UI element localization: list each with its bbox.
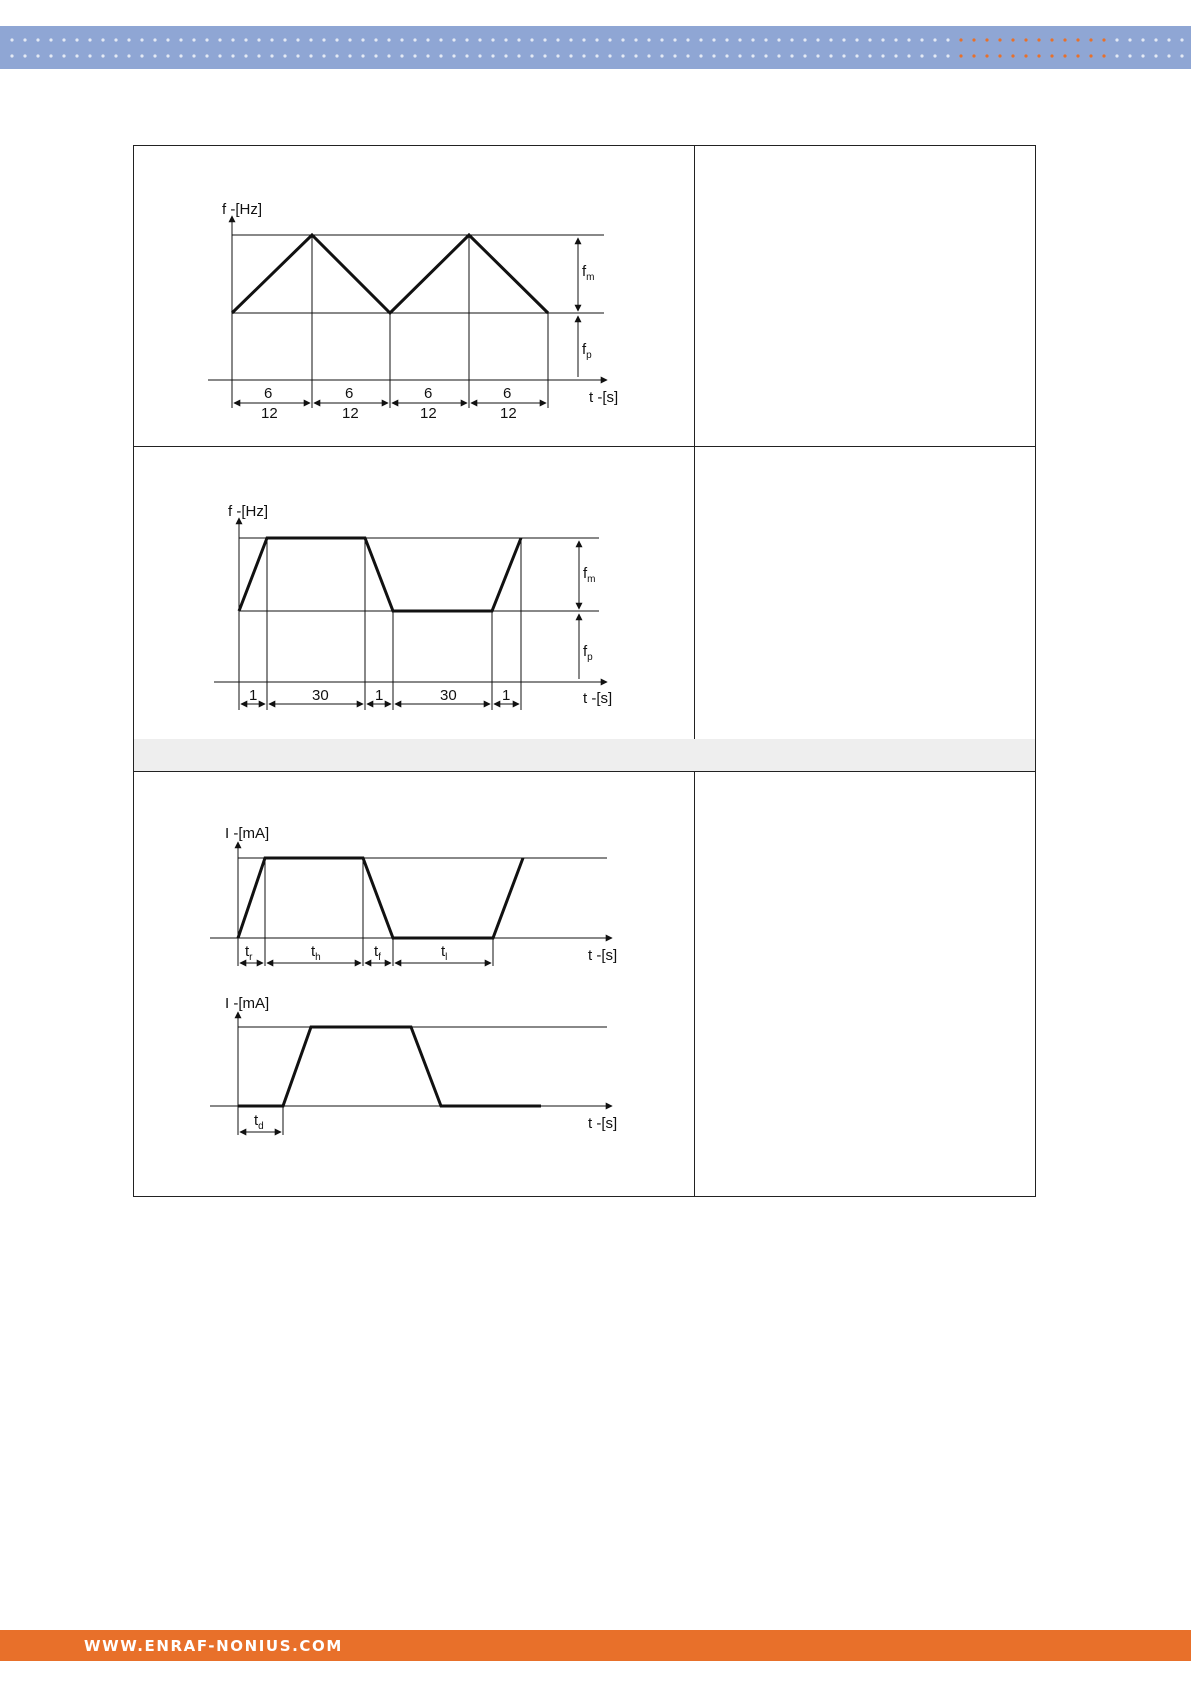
- footer-website-link[interactable]: WWW.ENRAF-NONIUS.COM: [84, 1637, 343, 1655]
- y-axis-label: I -[mA]: [225, 995, 270, 1012]
- header-dot: [1154, 54, 1157, 57]
- header-dot: [751, 54, 754, 57]
- header-dot: [868, 38, 871, 41]
- header-dot: [556, 38, 559, 41]
- hold-time-label: $t_h$: [311, 943, 321, 963]
- header-dot: [803, 38, 806, 41]
- header-dot: [894, 54, 897, 57]
- header-dot: [894, 38, 897, 41]
- table-row-trapezoid-sweep: [134, 446, 1035, 740]
- header-dot: [296, 38, 299, 41]
- header-dot: [75, 54, 78, 57]
- header-dot: [647, 38, 650, 41]
- waveform-table: [133, 145, 1036, 1197]
- x-axis-label: t -[s]: [588, 1115, 618, 1132]
- header-dot: [244, 38, 247, 41]
- header-dot: [244, 54, 247, 57]
- cell-description-trapezoid: [695, 446, 1035, 739]
- header-dot: [101, 54, 104, 57]
- header-dot: [1141, 38, 1144, 41]
- header-dot: [517, 54, 520, 57]
- header-dot: [842, 38, 845, 41]
- header-dot: [699, 38, 702, 41]
- header-dot: [140, 54, 143, 57]
- header-dot: [673, 38, 676, 41]
- header-dot: [595, 54, 598, 57]
- header-dot: [972, 38, 975, 41]
- fall-time-label: $t_f$: [374, 943, 381, 963]
- header-dot: [751, 38, 754, 41]
- interval-value-top: 6: [424, 385, 433, 402]
- header-band: [0, 26, 1191, 69]
- delay-time-label: $t_d$: [254, 1112, 264, 1132]
- header-dot: [257, 38, 260, 41]
- header-dot: [491, 54, 494, 57]
- header-dot: [972, 54, 975, 57]
- header-dot: [790, 38, 793, 41]
- interval-value-bottom: 12: [500, 405, 517, 422]
- header-dot: [842, 54, 845, 57]
- header-dot: [1076, 54, 1079, 57]
- header-dot: [62, 54, 65, 57]
- header-dot: [1102, 54, 1105, 57]
- header-dot: [153, 54, 156, 57]
- header-dot: [426, 38, 429, 41]
- header-dot: [426, 54, 429, 57]
- header-dot: [101, 38, 104, 41]
- header-dot: [582, 54, 585, 57]
- header-dot: [387, 38, 390, 41]
- header-dot: [205, 54, 208, 57]
- header-dot: [738, 38, 741, 41]
- header-dot: [36, 54, 39, 57]
- header-dot: [1180, 38, 1183, 41]
- header-dot: [855, 54, 858, 57]
- header-dot: [933, 38, 936, 41]
- header-dot: [946, 38, 949, 41]
- y-axis-label: f -[Hz]: [228, 503, 268, 520]
- header-dot: [777, 54, 780, 57]
- header-dot: [543, 38, 546, 41]
- header-dot: [218, 38, 221, 41]
- header-dot: [49, 54, 52, 57]
- header-dot: [530, 54, 533, 57]
- header-dot: [946, 54, 949, 57]
- interval-value: 1: [375, 687, 384, 704]
- header-dot: [933, 54, 936, 57]
- diagram-triangle-sweep: [134, 146, 694, 446]
- interval-value: 1: [249, 687, 258, 704]
- header-dot: [1037, 54, 1040, 57]
- header-dot: [452, 38, 455, 41]
- header-dot: [1050, 54, 1053, 57]
- header-dot: [179, 54, 182, 57]
- header-dot: [218, 54, 221, 57]
- header-dot: [608, 38, 611, 41]
- header-dot: [1063, 54, 1066, 57]
- header-dot: [1063, 38, 1066, 41]
- header-dot: [309, 38, 312, 41]
- fm-label: $f_m$: [583, 565, 596, 585]
- table-row-current-waveforms: [134, 772, 1035, 1196]
- header-dot: [1128, 38, 1131, 41]
- header-dot: [439, 54, 442, 57]
- header-dot: [725, 38, 728, 41]
- header-dot: [75, 38, 78, 41]
- header-dot: [153, 38, 156, 41]
- interval-value-bottom: 12: [261, 405, 278, 422]
- header-dot: [374, 54, 377, 57]
- header-dot: [790, 54, 793, 57]
- header-dot: [465, 38, 468, 41]
- header-dot: [686, 54, 689, 57]
- header-dot: [582, 38, 585, 41]
- header-dot: [62, 38, 65, 41]
- header-dot: [387, 54, 390, 57]
- header-dot: [1115, 54, 1118, 57]
- header-dot: [374, 38, 377, 41]
- header-dot: [439, 38, 442, 41]
- header-dot: [920, 54, 923, 57]
- header-dot: [686, 38, 689, 41]
- header-dot: [673, 54, 676, 57]
- header-dot: [634, 54, 637, 57]
- header-dot: [1037, 38, 1040, 41]
- header-dot: [621, 54, 624, 57]
- header-dot: [36, 38, 39, 41]
- header-dot: [556, 54, 559, 57]
- fp-label: $f_p$: [582, 341, 592, 361]
- header-dot: [478, 38, 481, 41]
- header-dot: [1167, 54, 1170, 57]
- interval-value: 30: [312, 687, 329, 704]
- header-dot: [959, 38, 962, 41]
- header-dot: [1167, 38, 1170, 41]
- header-dot: [322, 54, 325, 57]
- header-dot: [985, 38, 988, 41]
- header-dot: [1180, 54, 1183, 57]
- header-dot: [270, 54, 273, 57]
- header-dot: [400, 54, 403, 57]
- header-dot: [855, 38, 858, 41]
- header-dot: [10, 54, 13, 57]
- header-dot: [140, 38, 143, 41]
- header-dot: [361, 38, 364, 41]
- header-dot: [413, 54, 416, 57]
- header-dot: [712, 54, 715, 57]
- header-dot: [1115, 38, 1118, 41]
- header-dot: [127, 54, 130, 57]
- header-dot: [1050, 38, 1053, 41]
- header-dot: [634, 38, 637, 41]
- header-dot: [1089, 38, 1092, 41]
- fp-label: $f_p$: [583, 643, 593, 663]
- header-dot: [998, 38, 1001, 41]
- header-dot: [491, 38, 494, 41]
- header-dot: [829, 38, 832, 41]
- header-dot: [530, 38, 533, 41]
- header-dot: [400, 38, 403, 41]
- header-dot: [816, 38, 819, 41]
- header-dot: [660, 54, 663, 57]
- header-dot: [1154, 38, 1157, 41]
- header-dot-pattern: [0, 26, 1191, 69]
- header-dot: [712, 38, 715, 41]
- header-dot: [283, 54, 286, 57]
- header-dot: [192, 38, 195, 41]
- header-dot: [335, 38, 338, 41]
- cell-diagram-trapezoid: [134, 446, 694, 739]
- header-dot: [270, 38, 273, 41]
- header-dot: [231, 38, 234, 41]
- header-dot: [49, 38, 52, 41]
- header-dot: [465, 54, 468, 57]
- y-axis-label: f -[Hz]: [222, 201, 262, 218]
- header-dot: [1089, 54, 1092, 57]
- header-dot: [881, 38, 884, 41]
- header-dot: [1102, 38, 1105, 41]
- header-dot: [1024, 38, 1027, 41]
- header-dot: [829, 54, 832, 57]
- table-section-header: [134, 739, 1035, 772]
- diagram-trapezoid-sweep: [134, 446, 694, 739]
- header-dot: [985, 54, 988, 57]
- header-dot: [348, 54, 351, 57]
- header-dot: [10, 38, 13, 41]
- header-dot: [569, 54, 572, 57]
- interval-value-top: 6: [345, 385, 354, 402]
- header-dot: [322, 38, 325, 41]
- header-dot: [907, 38, 910, 41]
- header-dot: [166, 54, 169, 57]
- header-dot: [543, 54, 546, 57]
- delayed-current-waveform: [238, 1027, 541, 1106]
- header-dot: [504, 54, 507, 57]
- header-dot: [647, 54, 650, 57]
- x-axis-label: t -[s]: [583, 690, 613, 707]
- header-dot: [114, 54, 117, 57]
- header-dot: [283, 38, 286, 41]
- header-dot: [764, 54, 767, 57]
- header-dot: [725, 54, 728, 57]
- rise-time-label: $t_r$: [245, 943, 253, 963]
- header-dot: [309, 54, 312, 57]
- header-dot: [959, 54, 962, 57]
- header-dot: [1011, 54, 1014, 57]
- header-dot: [1011, 38, 1014, 41]
- header-dot: [803, 54, 806, 57]
- x-axis-label: t -[s]: [589, 389, 619, 406]
- cell-description-current: [695, 772, 1035, 1196]
- header-dot: [192, 54, 195, 57]
- header-dot: [23, 38, 26, 41]
- header-dot: [868, 54, 871, 57]
- cell-diagram-current: [134, 772, 694, 1196]
- diagram-current-waveforms: [134, 772, 694, 1196]
- y-axis-label: I -[mA]: [225, 825, 270, 842]
- header-dot: [881, 54, 884, 57]
- header-dot: [1024, 54, 1027, 57]
- interval-value-bottom: 12: [342, 405, 359, 422]
- interval-value: 30: [440, 687, 457, 704]
- header-dot: [23, 54, 26, 57]
- header-dot: [595, 38, 598, 41]
- header-dot: [777, 38, 780, 41]
- header-dot: [998, 54, 1001, 57]
- interval-value-bottom: 12: [420, 405, 437, 422]
- header-dot: [621, 38, 624, 41]
- header-dot: [127, 38, 130, 41]
- header-dot: [296, 54, 299, 57]
- header-dot: [569, 38, 572, 41]
- triangle-waveform: [232, 235, 548, 313]
- header-dot: [166, 38, 169, 41]
- header-dot: [1076, 38, 1079, 41]
- header-dot: [1128, 54, 1131, 57]
- header-dot: [907, 54, 910, 57]
- header-dot: [257, 54, 260, 57]
- interval-value-top: 6: [503, 385, 512, 402]
- header-dot: [764, 38, 767, 41]
- cell-diagram-triangle: [134, 146, 694, 446]
- x-axis-label: t -[s]: [588, 947, 618, 964]
- interval-value: 1: [502, 687, 511, 704]
- header-dot: [88, 38, 91, 41]
- header-dot: [920, 38, 923, 41]
- header-dot: [88, 54, 91, 57]
- header-dot: [504, 38, 507, 41]
- header-dot: [413, 38, 416, 41]
- header-dot: [816, 54, 819, 57]
- header-dot: [478, 54, 481, 57]
- header-dot: [517, 38, 520, 41]
- header-dot: [1141, 54, 1144, 57]
- header-dot: [348, 38, 351, 41]
- header-dot: [660, 38, 663, 41]
- cell-description-triangle: [695, 146, 1035, 446]
- header-dot: [361, 54, 364, 57]
- header-dot: [205, 38, 208, 41]
- current-trapezoid-waveform: [238, 858, 523, 938]
- trapezoid-waveform: [239, 538, 521, 611]
- header-dot: [179, 38, 182, 41]
- header-dot: [114, 38, 117, 41]
- low-time-label: $t_l$: [441, 943, 448, 963]
- header-dot: [231, 54, 234, 57]
- header-dot: [608, 54, 611, 57]
- header-dot: [335, 54, 338, 57]
- interval-value-top: 6: [264, 385, 273, 402]
- fm-label: $f_m$: [582, 263, 595, 283]
- header-dot: [699, 54, 702, 57]
- header-dot: [738, 54, 741, 57]
- table-row-triangle-sweep: [134, 146, 1035, 447]
- header-dot: [452, 54, 455, 57]
